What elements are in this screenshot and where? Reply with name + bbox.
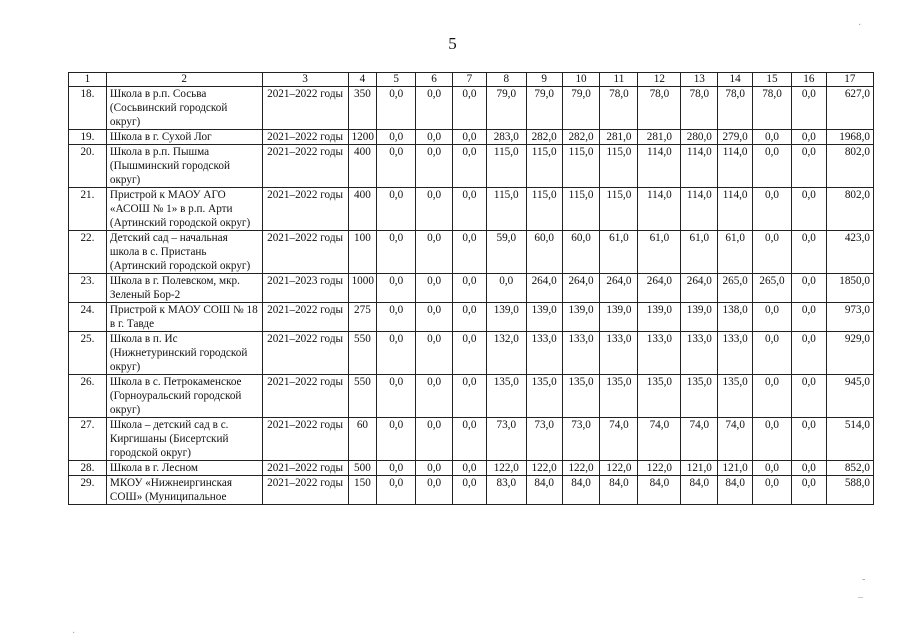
value-cell: 114,0 bbox=[718, 145, 753, 188]
header-cell: 14 bbox=[718, 73, 753, 87]
header-cell: 16 bbox=[791, 73, 826, 87]
object-name: Школа в п. Ис (Нижнетуринский городской округ) bbox=[106, 332, 262, 375]
data-table bbox=[68, 72, 874, 505]
value-cell: 264,0 bbox=[638, 274, 681, 303]
total-cell: 627,0 bbox=[826, 87, 873, 130]
period-cell: 2021–2022 годы bbox=[262, 418, 348, 461]
value-cell: 0,0 bbox=[416, 375, 453, 418]
value-cell: 84,0 bbox=[526, 476, 562, 505]
value-cell: 0,0 bbox=[753, 461, 792, 476]
value-cell: 73,0 bbox=[486, 418, 526, 461]
header-cell: 5 bbox=[377, 73, 416, 87]
capacity-cell: 400 bbox=[348, 145, 377, 188]
value-cell: 0,0 bbox=[791, 274, 826, 303]
table-row bbox=[69, 375, 874, 418]
value-cell: 135,0 bbox=[526, 375, 562, 418]
period-cell: 2021–2022 годы bbox=[262, 130, 348, 145]
value-cell: 61,0 bbox=[600, 231, 638, 274]
header-cell: 11 bbox=[600, 73, 638, 87]
capacity-cell: 275 bbox=[348, 303, 377, 332]
header-cell: 10 bbox=[562, 73, 600, 87]
total-cell: 588,0 bbox=[826, 476, 873, 505]
value-cell: 0,0 bbox=[791, 130, 826, 145]
capacity-cell: 60 bbox=[348, 418, 377, 461]
row-number: 18. bbox=[69, 87, 107, 130]
value-cell: 59,0 bbox=[486, 231, 526, 274]
value-cell: 122,0 bbox=[526, 461, 562, 476]
value-cell: 139,0 bbox=[526, 303, 562, 332]
value-cell: 264,0 bbox=[600, 274, 638, 303]
value-cell: 0,0 bbox=[791, 461, 826, 476]
value-cell: 78,0 bbox=[681, 87, 718, 130]
row-number: 23. bbox=[69, 274, 107, 303]
value-cell: 114,0 bbox=[681, 188, 718, 231]
value-cell: 0,0 bbox=[791, 87, 826, 130]
value-cell: 0,0 bbox=[416, 145, 453, 188]
value-cell: 0,0 bbox=[453, 303, 487, 332]
value-cell: 0,0 bbox=[753, 231, 792, 274]
total-cell: 945,0 bbox=[826, 375, 873, 418]
header-cell: 15 bbox=[753, 73, 792, 87]
scan-speck: · bbox=[72, 628, 76, 639]
value-cell: 115,0 bbox=[600, 188, 638, 231]
value-cell: 281,0 bbox=[638, 130, 681, 145]
value-cell: 0,0 bbox=[791, 476, 826, 505]
row-number: 19. bbox=[69, 130, 107, 145]
value-cell: 133,0 bbox=[562, 332, 600, 375]
period-cell: 2021–2022 годы bbox=[262, 145, 348, 188]
object-name: Пристрой к МАОУ СОШ № 18 в г. Тавде bbox=[106, 303, 262, 332]
row-number: 25. bbox=[69, 332, 107, 375]
value-cell: 0,0 bbox=[416, 303, 453, 332]
value-cell: 78,0 bbox=[638, 87, 681, 130]
value-cell: 139,0 bbox=[486, 303, 526, 332]
scan-speck: - bbox=[862, 574, 866, 585]
value-cell: 122,0 bbox=[486, 461, 526, 476]
value-cell: 0,0 bbox=[416, 231, 453, 274]
value-cell: 78,0 bbox=[753, 87, 792, 130]
value-cell: 0,0 bbox=[453, 274, 487, 303]
period-cell: 2021–2022 годы bbox=[262, 188, 348, 231]
value-cell: 0,0 bbox=[753, 188, 792, 231]
period-cell: 2021–2022 годы bbox=[262, 231, 348, 274]
value-cell: 79,0 bbox=[562, 87, 600, 130]
value-cell: 114,0 bbox=[681, 145, 718, 188]
value-cell: 135,0 bbox=[718, 375, 753, 418]
value-cell: 0,0 bbox=[416, 332, 453, 375]
table-row bbox=[69, 332, 874, 375]
value-cell: 133,0 bbox=[718, 332, 753, 375]
value-cell: 74,0 bbox=[600, 418, 638, 461]
value-cell: 115,0 bbox=[600, 145, 638, 188]
value-cell: 0,0 bbox=[753, 476, 792, 505]
row-number: 26. bbox=[69, 375, 107, 418]
value-cell: 61,0 bbox=[718, 231, 753, 274]
value-cell: 78,0 bbox=[600, 87, 638, 130]
table-row bbox=[69, 476, 874, 505]
header-cell: 9 bbox=[526, 73, 562, 87]
value-cell: 139,0 bbox=[638, 303, 681, 332]
value-cell: 0,0 bbox=[377, 130, 416, 145]
value-cell: 0,0 bbox=[416, 274, 453, 303]
value-cell: 121,0 bbox=[681, 461, 718, 476]
value-cell: 0,0 bbox=[753, 375, 792, 418]
value-cell: 138,0 bbox=[718, 303, 753, 332]
value-cell: 115,0 bbox=[562, 188, 600, 231]
value-cell: 0,0 bbox=[791, 303, 826, 332]
value-cell: 0,0 bbox=[377, 418, 416, 461]
value-cell: 279,0 bbox=[718, 130, 753, 145]
value-cell: 0,0 bbox=[791, 418, 826, 461]
capacity-cell: 150 bbox=[348, 476, 377, 505]
value-cell: 0,0 bbox=[377, 231, 416, 274]
period-cell: 2021–2022 годы bbox=[262, 476, 348, 505]
page-number: 5 bbox=[448, 34, 457, 53]
object-name: Школа в г. Сухой Лог bbox=[106, 130, 262, 145]
capacity-cell: 1000 bbox=[348, 274, 377, 303]
header-cell: 6 bbox=[416, 73, 453, 87]
value-cell: 0,0 bbox=[377, 145, 416, 188]
value-cell: 0,0 bbox=[453, 375, 487, 418]
value-cell: 283,0 bbox=[486, 130, 526, 145]
value-cell: 264,0 bbox=[526, 274, 562, 303]
value-cell: 132,0 bbox=[486, 332, 526, 375]
value-cell: 264,0 bbox=[681, 274, 718, 303]
value-cell: 0,0 bbox=[791, 332, 826, 375]
value-cell: 60,0 bbox=[526, 231, 562, 274]
value-cell: 73,0 bbox=[562, 418, 600, 461]
table-row bbox=[69, 303, 874, 332]
table-row bbox=[69, 418, 874, 461]
period-cell: 2021–2022 годы bbox=[262, 461, 348, 476]
value-cell: 265,0 bbox=[753, 274, 792, 303]
value-cell: 133,0 bbox=[681, 332, 718, 375]
value-cell: 0,0 bbox=[453, 332, 487, 375]
row-number: 29. bbox=[69, 476, 107, 505]
value-cell: 114,0 bbox=[638, 188, 681, 231]
value-cell: 135,0 bbox=[486, 375, 526, 418]
value-cell: 281,0 bbox=[600, 130, 638, 145]
value-cell: 135,0 bbox=[600, 375, 638, 418]
value-cell: 265,0 bbox=[718, 274, 753, 303]
capacity-cell: 500 bbox=[348, 461, 377, 476]
value-cell: 0,0 bbox=[377, 87, 416, 130]
header-cell: 17 bbox=[826, 73, 873, 87]
value-cell: 139,0 bbox=[681, 303, 718, 332]
capacity-cell: 550 bbox=[348, 375, 377, 418]
value-cell: 74,0 bbox=[681, 418, 718, 461]
value-cell: 115,0 bbox=[486, 188, 526, 231]
value-cell: 0,0 bbox=[453, 87, 487, 130]
value-cell: 0,0 bbox=[377, 303, 416, 332]
value-cell: 114,0 bbox=[718, 188, 753, 231]
value-cell: 0,0 bbox=[791, 231, 826, 274]
value-cell: 0,0 bbox=[753, 130, 792, 145]
scan-speck: – bbox=[858, 592, 863, 603]
value-cell: 139,0 bbox=[562, 303, 600, 332]
value-cell: 133,0 bbox=[638, 332, 681, 375]
value-cell: 0,0 bbox=[377, 274, 416, 303]
object-name: Школа в с. Петрокаменское (Горноуральский городской округ) bbox=[106, 375, 262, 418]
value-cell: 0,0 bbox=[416, 87, 453, 130]
value-cell: 0,0 bbox=[753, 332, 792, 375]
value-cell: 0,0 bbox=[453, 476, 487, 505]
period-cell: 2021–2022 годы bbox=[262, 303, 348, 332]
value-cell: 0,0 bbox=[377, 461, 416, 476]
value-cell: 135,0 bbox=[681, 375, 718, 418]
value-cell: 0,0 bbox=[753, 418, 792, 461]
value-cell: 83,0 bbox=[486, 476, 526, 505]
value-cell: 84,0 bbox=[681, 476, 718, 505]
value-cell: 0,0 bbox=[753, 303, 792, 332]
value-cell: 0,0 bbox=[416, 418, 453, 461]
value-cell: 0,0 bbox=[453, 231, 487, 274]
row-number: 21. bbox=[69, 188, 107, 231]
value-cell: 61,0 bbox=[638, 231, 681, 274]
period-cell: 2021–2022 годы bbox=[262, 87, 348, 130]
value-cell: 74,0 bbox=[638, 418, 681, 461]
value-cell: 139,0 bbox=[600, 303, 638, 332]
value-cell: 0,0 bbox=[416, 476, 453, 505]
value-cell: 122,0 bbox=[562, 461, 600, 476]
object-name: Детский сад – начальная школа в с. Пристань (Артинский городской округ) bbox=[106, 231, 262, 274]
value-cell: 0,0 bbox=[753, 145, 792, 188]
capacity-cell: 100 bbox=[348, 231, 377, 274]
value-cell: 115,0 bbox=[486, 145, 526, 188]
table-row bbox=[69, 231, 874, 274]
period-cell: 2021–2022 годы bbox=[262, 332, 348, 375]
row-number: 22. bbox=[69, 231, 107, 274]
value-cell: 135,0 bbox=[562, 375, 600, 418]
table-row bbox=[69, 274, 874, 303]
object-name: Школа в р.п. Сосьва (Сосьвинский городской округ) bbox=[106, 87, 262, 130]
value-cell: 0,0 bbox=[453, 130, 487, 145]
total-cell: 852,0 bbox=[826, 461, 873, 476]
header-cell: 7 bbox=[453, 73, 487, 87]
value-cell: 84,0 bbox=[718, 476, 753, 505]
object-name: Пристрой к МАОУ АГО «АСОШ № 1» в р.п. Арти (Артинский городской округ) bbox=[106, 188, 262, 231]
row-number: 27. bbox=[69, 418, 107, 461]
header-row bbox=[69, 73, 874, 87]
value-cell: 121,0 bbox=[718, 461, 753, 476]
object-name: Школа – детский сад в с. Киргишаны (Бисертский городской округ) bbox=[106, 418, 262, 461]
value-cell: 73,0 bbox=[526, 418, 562, 461]
value-cell: 0,0 bbox=[791, 145, 826, 188]
table-row bbox=[69, 87, 874, 130]
value-cell: 122,0 bbox=[638, 461, 681, 476]
total-cell: 973,0 bbox=[826, 303, 873, 332]
header-cell: 8 bbox=[486, 73, 526, 87]
header-cell: 1 bbox=[69, 73, 107, 87]
total-cell: 929,0 bbox=[826, 332, 873, 375]
value-cell: 114,0 bbox=[638, 145, 681, 188]
capacity-cell: 550 bbox=[348, 332, 377, 375]
value-cell: 282,0 bbox=[562, 130, 600, 145]
value-cell: 60,0 bbox=[562, 231, 600, 274]
value-cell: 0,0 bbox=[416, 188, 453, 231]
value-cell: 122,0 bbox=[600, 461, 638, 476]
header-cell: 12 bbox=[638, 73, 681, 87]
value-cell: 79,0 bbox=[486, 87, 526, 130]
object-name: Школа в г. Полевском, мкр. Зеленый Бор-2 bbox=[106, 274, 262, 303]
row-number: 24. bbox=[69, 303, 107, 332]
row-number: 20. bbox=[69, 145, 107, 188]
header-cell: 13 bbox=[681, 73, 718, 87]
total-cell: 1968,0 bbox=[826, 130, 873, 145]
table-row bbox=[69, 461, 874, 476]
total-cell: 802,0 bbox=[826, 145, 873, 188]
value-cell: 133,0 bbox=[600, 332, 638, 375]
capacity-cell: 350 bbox=[348, 87, 377, 130]
value-cell: 84,0 bbox=[562, 476, 600, 505]
value-cell: 115,0 bbox=[526, 145, 562, 188]
object-name: МКОУ «Нижнеиргинская СОШ» (Муниципальное bbox=[106, 476, 262, 505]
value-cell: 0,0 bbox=[453, 461, 487, 476]
value-cell: 0,0 bbox=[453, 418, 487, 461]
capacity-cell: 1200 bbox=[348, 130, 377, 145]
value-cell: 115,0 bbox=[562, 145, 600, 188]
header-cell: 4 bbox=[348, 73, 377, 87]
total-cell: 514,0 bbox=[826, 418, 873, 461]
total-cell: 423,0 bbox=[826, 231, 873, 274]
table-row bbox=[69, 145, 874, 188]
value-cell: 135,0 bbox=[638, 375, 681, 418]
value-cell: 133,0 bbox=[526, 332, 562, 375]
table-row bbox=[69, 130, 874, 145]
value-cell: 0,0 bbox=[791, 375, 826, 418]
object-name: Школа в р.п. Пышма (Пышминский городской округ) bbox=[106, 145, 262, 188]
total-cell: 802,0 bbox=[826, 188, 873, 231]
value-cell: 0,0 bbox=[377, 476, 416, 505]
value-cell: 0,0 bbox=[486, 274, 526, 303]
value-cell: 79,0 bbox=[526, 87, 562, 130]
value-cell: 282,0 bbox=[526, 130, 562, 145]
capacity-cell: 400 bbox=[348, 188, 377, 231]
total-cell: 1850,0 bbox=[826, 274, 873, 303]
value-cell: 61,0 bbox=[681, 231, 718, 274]
value-cell: 0,0 bbox=[416, 130, 453, 145]
value-cell: 0,0 bbox=[416, 461, 453, 476]
value-cell: 84,0 bbox=[638, 476, 681, 505]
row-number: 28. bbox=[69, 461, 107, 476]
value-cell: 115,0 bbox=[526, 188, 562, 231]
header-cell: 3 bbox=[262, 73, 348, 87]
scan-speck: · bbox=[858, 20, 862, 31]
value-cell: 84,0 bbox=[600, 476, 638, 505]
value-cell: 264,0 bbox=[562, 274, 600, 303]
value-cell: 0,0 bbox=[377, 375, 416, 418]
object-name: Школа в г. Лесном bbox=[106, 461, 262, 476]
value-cell: 0,0 bbox=[453, 145, 487, 188]
value-cell: 0,0 bbox=[453, 188, 487, 231]
value-cell: 0,0 bbox=[377, 188, 416, 231]
value-cell: 74,0 bbox=[718, 418, 753, 461]
value-cell: 0,0 bbox=[377, 332, 416, 375]
period-cell: 2021–2022 годы bbox=[262, 375, 348, 418]
value-cell: 280,0 bbox=[681, 130, 718, 145]
header-cell: 2 bbox=[106, 73, 262, 87]
table-row bbox=[69, 188, 874, 231]
value-cell: 78,0 bbox=[718, 87, 753, 130]
value-cell: 0,0 bbox=[791, 188, 826, 231]
period-cell: 2021–2023 годы bbox=[262, 274, 348, 303]
